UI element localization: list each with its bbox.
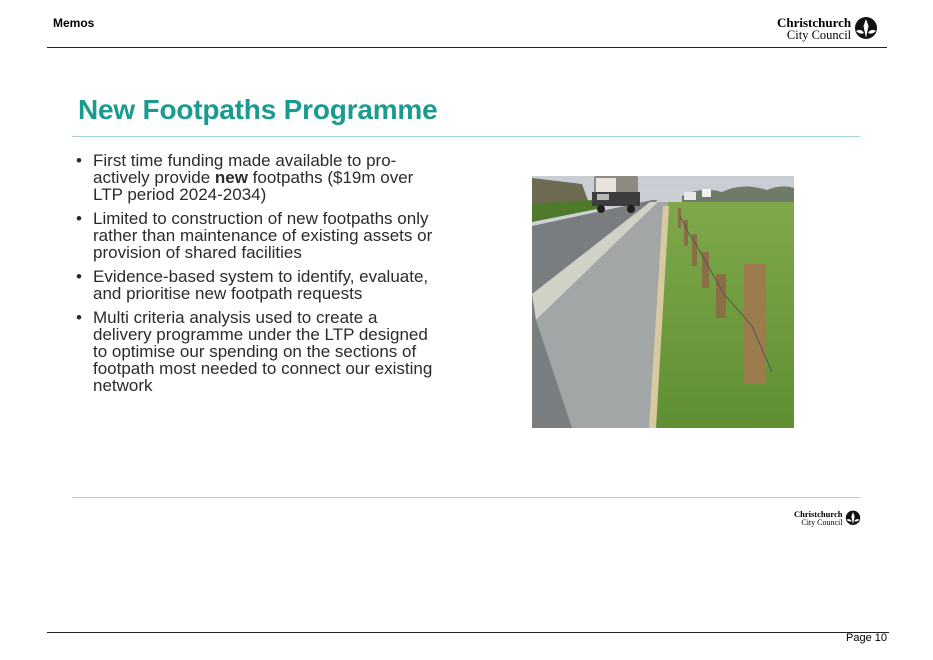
logo-line-2: City Council <box>786 28 852 43</box>
page-number: Page 10 <box>846 632 887 644</box>
logo-line-1: Christchurch <box>777 15 852 31</box>
bullet-item: • Multi criteria analysis used to create a delivery programme under the LTP designed to optimise our spending on the sections of footpath most needed to connect our existing network <box>74 309 434 394</box>
bullet-item <box>74 152 434 203</box>
council-emblem-icon <box>854 16 878 42</box>
slide-footer-logo <box>794 510 861 527</box>
slide-footer-divider <box>72 497 860 498</box>
bullet-item: • Evidence-based system to identify, evaluate, and prioritise new footpath requests <box>74 268 434 302</box>
slide-title: New Footpaths Programme <box>78 94 438 125</box>
logo-line-1: Christchurch <box>794 509 843 520</box>
footer-divider <box>47 632 889 633</box>
bullet-emphasis: new <box>214 168 248 187</box>
title-underline <box>72 136 860 137</box>
header-divider <box>47 47 887 48</box>
council-emblem-icon <box>845 510 861 527</box>
bullet-list <box>74 152 434 401</box>
bullet-text: footpaths ($19m over LTP period 2024-2034) <box>93 168 414 204</box>
bullet-item: • Limited to construction of new footpaths only rather than maintenance of existing assets or provision of shared facilities <box>74 210 434 261</box>
section-label: Memos <box>53 16 95 30</box>
footpath-photo <box>532 176 794 428</box>
council-logo <box>777 16 878 42</box>
bullet-text: First time funding made available to pro-actively provide <box>93 151 397 187</box>
logo-line-2: City Council <box>801 517 843 527</box>
